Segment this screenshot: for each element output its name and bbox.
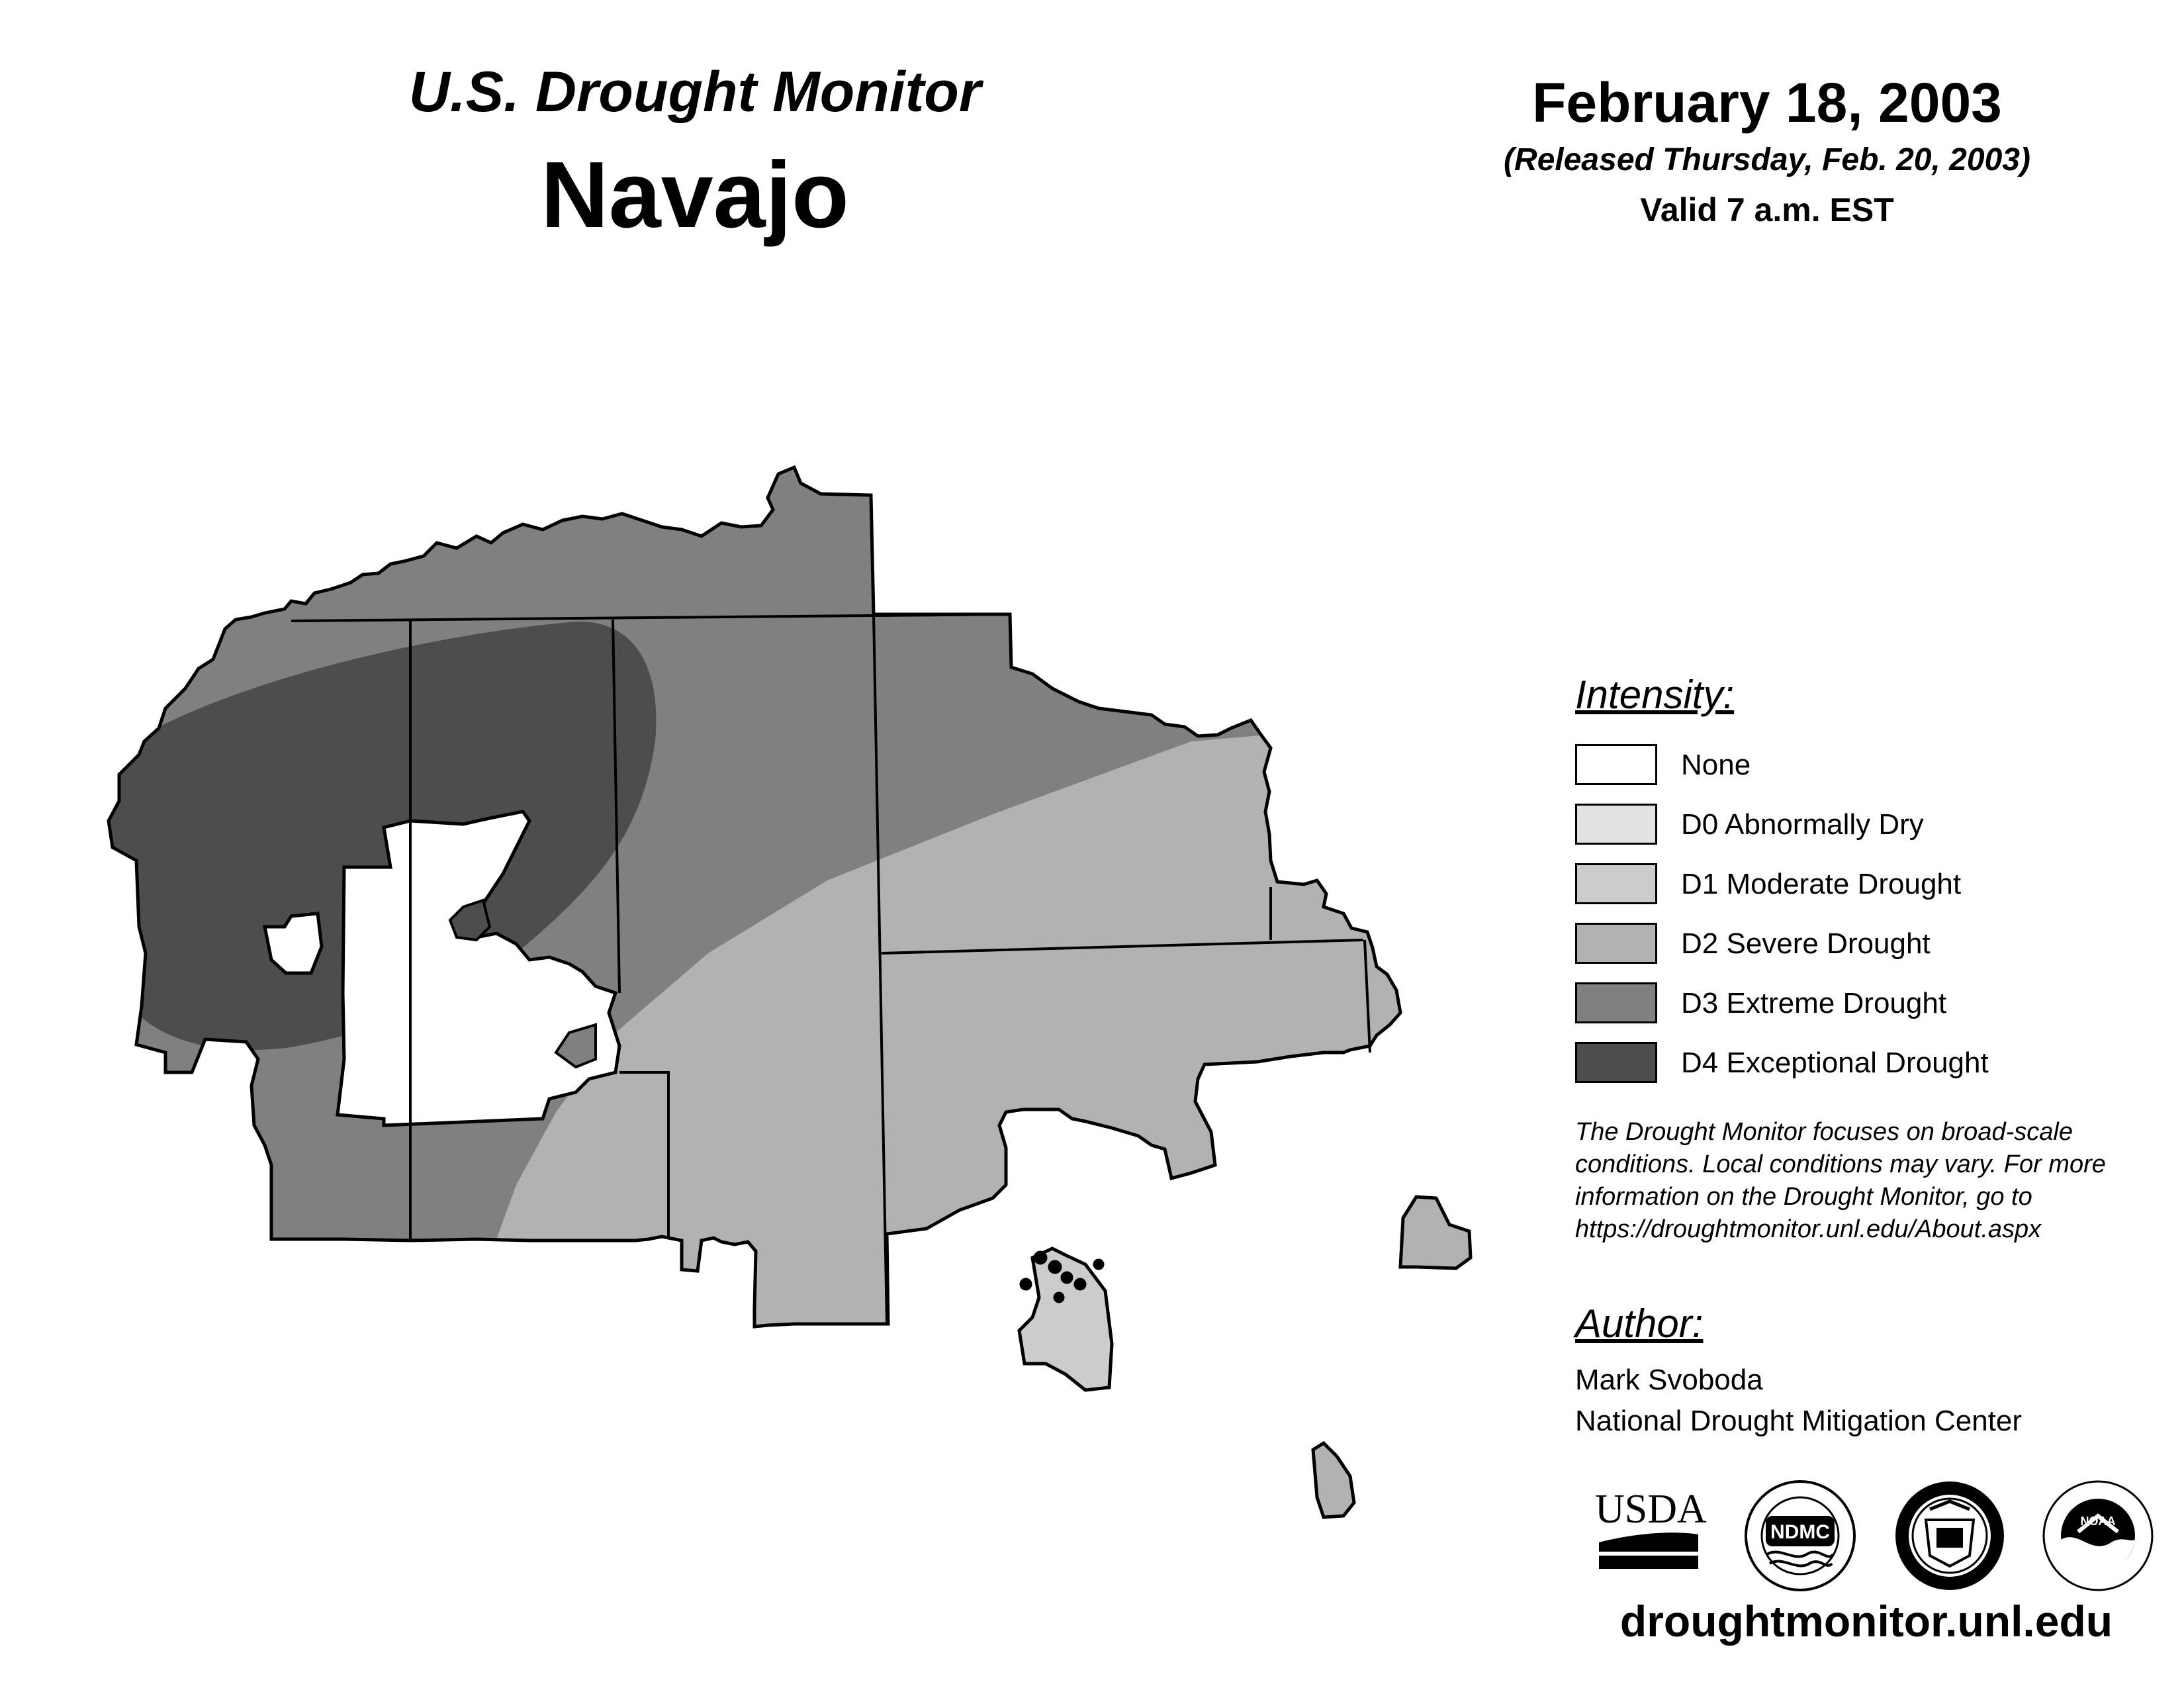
legend-swatch [1575, 982, 1657, 1023]
author-name: Mark Svoboda [1575, 1364, 1763, 1396]
release-date: (Released Thursday, Feb. 20, 2003) [1504, 142, 2030, 177]
legend-item-d2 [1575, 914, 2171, 973]
legend-item-none [1575, 735, 2171, 794]
legend [1575, 669, 2171, 1092]
disclaimer-note [1575, 1116, 2171, 1246]
author-heading: Author: [1575, 1301, 1704, 1346]
legend-swatch [1575, 744, 1657, 785]
note-line: information on the Drought Monitor, go to [1575, 1183, 2032, 1211]
site-url[interactable]: droughtmonitor.unl.edu [1619, 1597, 2113, 1646]
legend-label: D0 Abnormally Dry [1681, 808, 1924, 841]
note-line: conditions. Local conditions may vary. For more [1575, 1150, 2106, 1178]
ndmc-text: NDMC [1770, 1521, 1830, 1543]
legend-swatch [1575, 923, 1657, 964]
legend-swatch [1575, 863, 1657, 904]
note-url[interactable]: https://droughtmonitor.unl.edu/About.aspx [1575, 1215, 2042, 1243]
legend-title: Intensity: [1575, 673, 1735, 717]
legend-item-d4 [1575, 1033, 2171, 1092]
legend-swatch [1575, 804, 1657, 845]
ndmc-logo [1746, 1481, 1854, 1590]
valid-time: Valid 7 a.m. EST [1640, 191, 1894, 228]
department-of-commerce-seal-icon [1895, 1481, 2004, 1590]
legend-label: D2 Severe Drought [1681, 927, 1931, 960]
usda-logo [1595, 1487, 1707, 1569]
legend-item-d1 [1575, 854, 2171, 914]
legend-label: None [1681, 749, 1751, 781]
map-subtitle: U.S. Drought Monitor [408, 60, 981, 124]
author-block [1575, 1297, 2171, 1442]
partner-logos [1582, 1470, 2164, 1602]
map-date: February 18, 2003 [1532, 71, 2002, 134]
legend-item-d0 [1575, 794, 2171, 854]
note-line: The Drought Monitor focuses on broad-scale [1575, 1118, 2073, 1146]
legend-swatch [1575, 1042, 1657, 1083]
legend-label: D1 Moderate Drought [1681, 868, 1962, 900]
legend-label: D3 Extreme Drought [1681, 987, 1947, 1019]
usda-text: USDA [1595, 1487, 1707, 1532]
noaa-logo [2044, 1481, 2152, 1590]
legend-label: D4 Exceptional Drought [1681, 1047, 1989, 1079]
outlying-areas [1019, 1197, 1471, 1517]
author-org: National Drought Mitigation Center [1575, 1405, 2023, 1437]
island-3 [1313, 1443, 1354, 1517]
noaa-text: NOAA [2080, 1515, 2116, 1528]
island-2 [1400, 1197, 1471, 1268]
legend-item-d3 [1575, 973, 2171, 1033]
map-title: Navajo [541, 142, 849, 248]
